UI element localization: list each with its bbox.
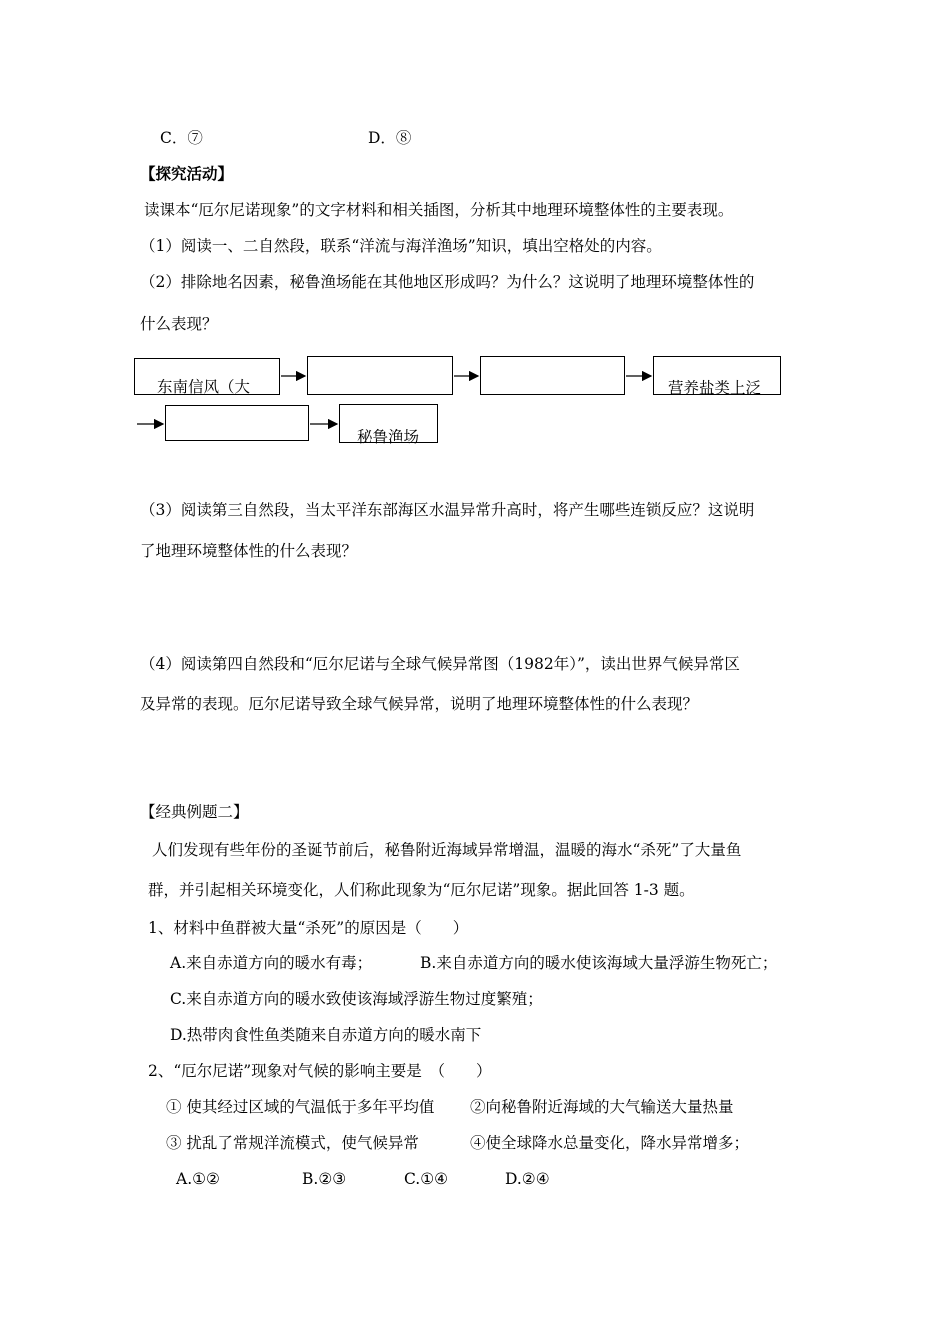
example-q2-option-b: B.②③ — [302, 1170, 347, 1188]
question-4-line-2: 及异常的表现。厄尔尼诺导致全球气候异常，说明了地理环境整体性的什么表现？ — [140, 695, 699, 713]
example-q1-option-b: B.来自赤道方向的暖水使该海域大量浮游生物死亡； — [420, 954, 778, 972]
example-q1-option-d: D.热带肉食性鱼类随来自赤道方向的暖水南下 — [170, 1026, 482, 1044]
example-q2-statement-4: ④使全球降水总量变化，降水异常增多； — [470, 1134, 750, 1152]
example-heading: 【经典例题二】 — [140, 803, 249, 821]
flow-box-7-label: 秘鲁渔场 — [357, 428, 420, 446]
example-material-line-1: 人们发现有些年份的圣诞节前后，秘鲁附近海域异常增温，温暖的海水“杀死”了大量鱼 — [152, 841, 742, 859]
example-q1-option-a: A.来自赤道方向的暖水有毒； — [170, 954, 373, 972]
example-material-line-2: 群，并引起相关环境变化，人们称此现象为“厄尔尼诺”现象。据此回答 1-3 题。 — [148, 881, 695, 899]
question-1: （1）阅读一、二自然段，联系“洋流与海洋渔场”知识，填出空格处的内容。 — [140, 237, 662, 255]
example-q2-stem: 2、“厄尔尼诺”现象对气候的影响主要是 （ ） — [148, 1062, 492, 1080]
example-q2-statement-3: ③ 扰乱了常规洋流模式，使气候异常 — [166, 1134, 419, 1152]
explore-intro: 读课本“厄尔尼诺现象”的文字材料和相关插图，分析其中地理环境整体性的主要表现。 — [144, 201, 734, 219]
example-q1-option-c: C.来自赤道方向的暖水致使该海域浮游生物过度繁殖； — [170, 990, 543, 1008]
example-q2-option-d: D.②④ — [505, 1170, 550, 1188]
flow-box-4-label: 营养盐类上泛 — [668, 379, 762, 397]
option-c: C．⑦ — [160, 129, 203, 147]
example-q2-option-c: C.①④ — [404, 1170, 449, 1188]
question-3-line-1: （3）阅读第三自然段，当太平洋东部海区水温异常升高时，将产生哪些连锁反应？这说明 — [140, 501, 755, 519]
option-d: D．⑧ — [368, 129, 412, 147]
example-q1-stem: 1、材料中鱼群被大量“杀死”的原因是（ ） — [148, 919, 469, 937]
explore-heading: 【探究活动】 — [140, 164, 234, 183]
flow-box-1-label: 东南信风（大 — [157, 378, 251, 396]
question-3-line-2: 了地理环境整体性的什么表现？ — [140, 542, 358, 560]
question-2-line-1: （2）排除地名因素，秘鲁渔场能在其他地区形成吗？为什么？这说明了地理环境整体性的 — [140, 273, 755, 291]
example-q2-statement-1: ① 使其经过区域的气温低于多年平均值 — [166, 1098, 435, 1116]
question-2-line-2: 什么表现？ — [140, 315, 218, 333]
example-q2-statement-2: ②向秘鲁附近海域的大气输送大量热量 — [470, 1098, 734, 1116]
question-4-line-1: （4）阅读第四自然段和“厄尔尼诺与全球气候异常图（1982年）”，读出世界气候异常区 — [140, 655, 740, 673]
example-q2-option-a: A.①② — [176, 1170, 220, 1188]
